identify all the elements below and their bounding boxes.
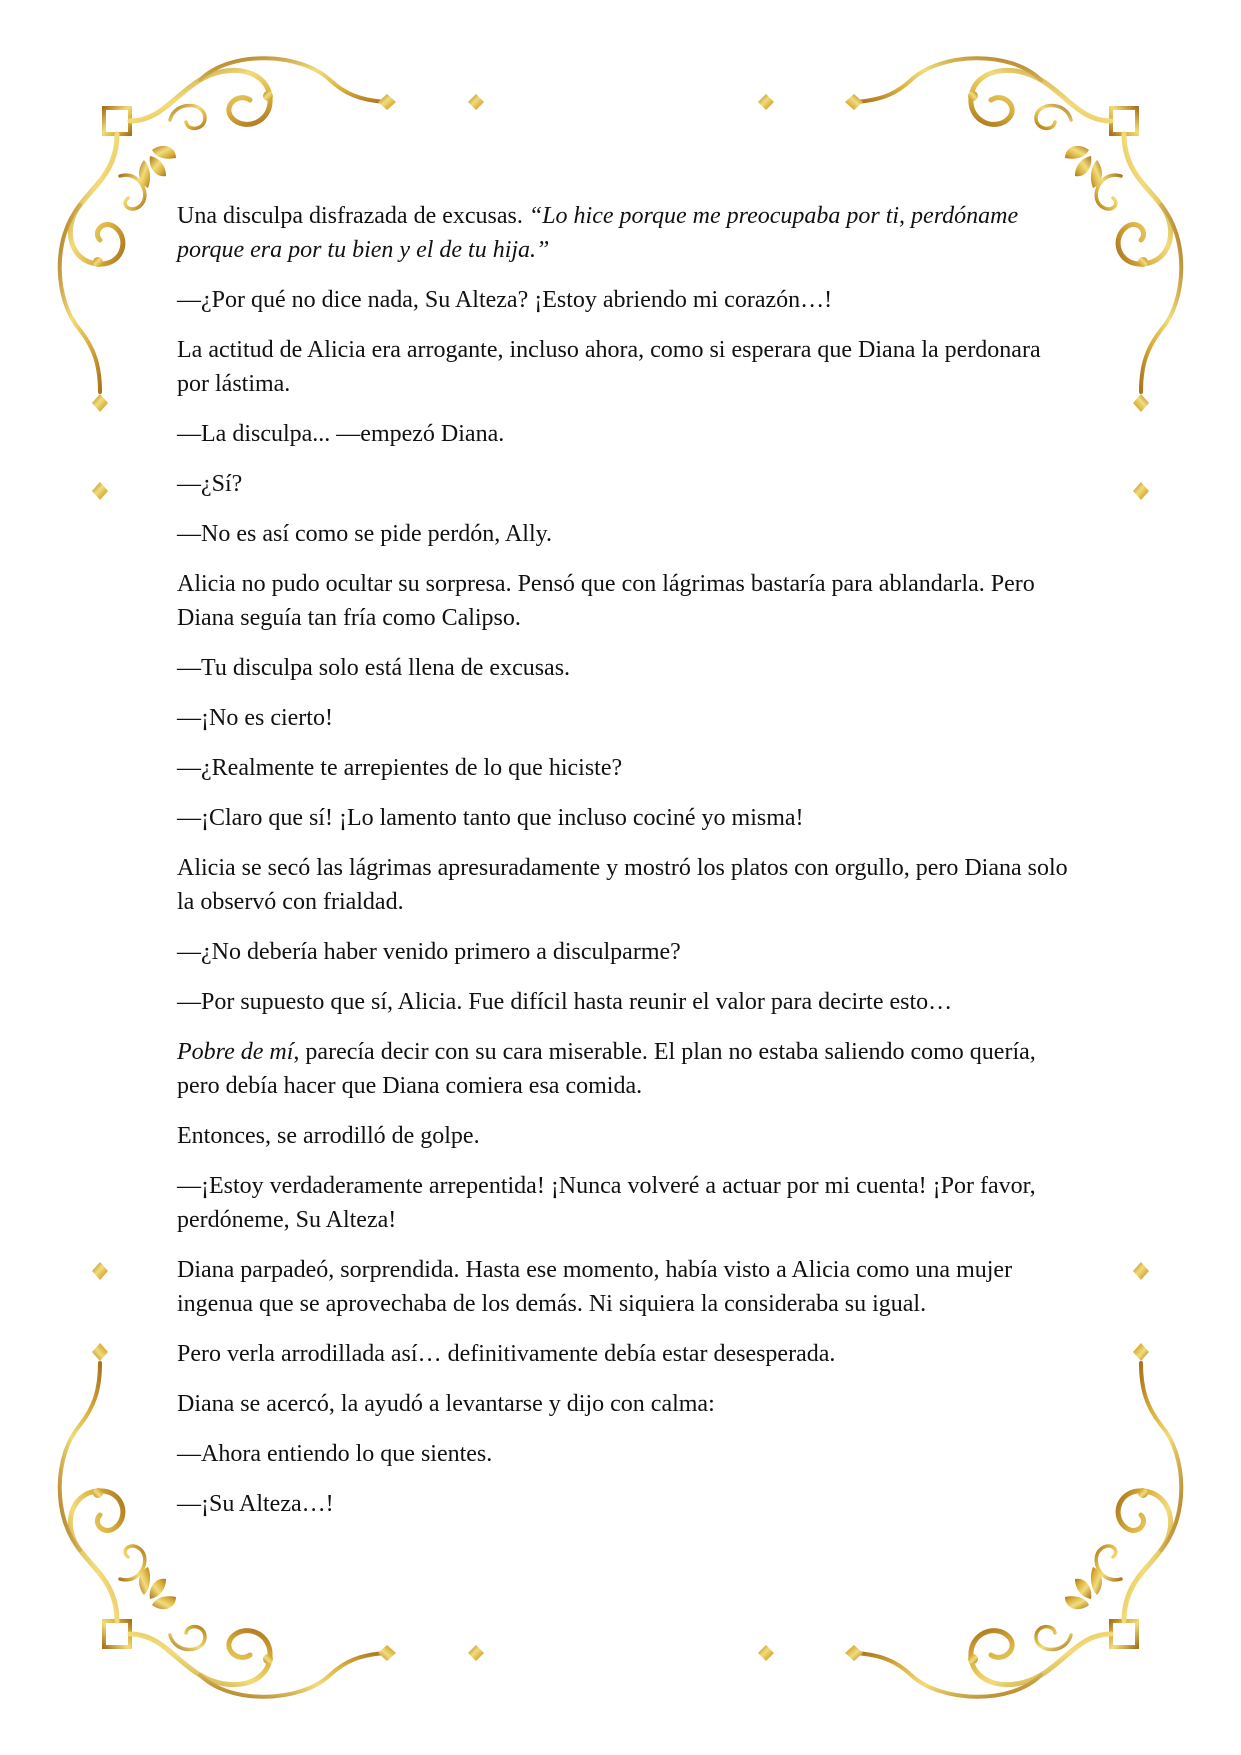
text-run: —Tu disculpa solo está llena de excusas. (177, 655, 571, 681)
paragraph (177, 851, 1077, 919)
italic-text: “Lo hice porque me preocupaba por ti, perdóname porque era por tu bien y el de tu hija.” (177, 203, 1019, 263)
text-run: , parecía decir con su cara miserable. El plan no estaba saliendo como quería, pero debía hacer que Diana comiera esa comida. (177, 1039, 1036, 1099)
text-run: —La disculpa... —empezó Diana. (177, 421, 505, 447)
paragraph (177, 1035, 1077, 1103)
text-run: —¿Por qué no dice nada, Su Alteza? ¡Estoy abriendo mi corazón…! (177, 287, 833, 313)
paragraph (177, 1169, 1077, 1237)
paragraph (177, 1387, 1077, 1421)
paragraph (177, 333, 1077, 401)
text-run: Diana se acercó, la ayudó a levantarse y dijo con calma: (177, 1391, 715, 1417)
paragraph (177, 1253, 1077, 1321)
paragraph (177, 1437, 1077, 1471)
story-text (177, 199, 1077, 1537)
paragraph (177, 701, 1077, 735)
text-run: Diana parpadeó, sorprendida. Hasta ese momento, había visto a Alicia como una mujer ingenua que se aprovechaba de los demás. Ni siquiera la consideraba su igual. (177, 1257, 1013, 1317)
text-run: Entonces, se arrodilló de golpe. (177, 1123, 480, 1149)
paragraph (177, 467, 1077, 501)
text-run: Alicia se secó las lágrimas apresuradamente y mostró los platos con orgullo, pero Diana solo la observó con frialdad. (177, 855, 1068, 915)
text-run: —¡No es cierto! (177, 705, 333, 731)
paragraph (177, 801, 1077, 835)
text-run: —¿Realmente te arrepientes de lo que hiciste? (177, 755, 623, 781)
text-run: La actitud de Alicia era arrogante, incluso ahora, como si esperara que Diana la perdonara por lástima. (177, 337, 1041, 397)
text-run: —Ahora entiendo lo que sientes. (177, 1441, 493, 1467)
paragraph (177, 935, 1077, 969)
paragraph (177, 283, 1077, 317)
paragraph (177, 985, 1077, 1019)
paragraph (177, 417, 1077, 451)
text-run: Alicia no pudo ocultar su sorpresa. Pensó que con lágrimas bastaría para ablandarla. Pero Diana seguía tan fría como Calipso. (177, 571, 1035, 631)
text-run: Una disculpa disfrazada de excusas. (177, 203, 529, 229)
paragraph (177, 567, 1077, 635)
text-run: Pero verla arrodillada así… definitivamente debía estar desesperada. (177, 1341, 836, 1367)
paragraph (177, 199, 1077, 267)
text-run: —¿Sí? (177, 471, 243, 497)
paragraph (177, 751, 1077, 785)
paragraph (177, 517, 1077, 551)
paragraph (177, 1487, 1077, 1521)
paragraph (177, 1337, 1077, 1371)
text-run: —¡Su Alteza…! (177, 1491, 334, 1517)
text-run: —Por supuesto que sí, Alicia. Fue difícil hasta reunir el valor para decirte esto… (177, 989, 953, 1015)
paragraph (177, 1119, 1077, 1153)
text-run: —¡Estoy verdaderamente arrepentida! ¡Nunca volveré a actuar por mi cuenta! ¡Por favor, perdóneme, Su Alteza! (177, 1173, 1036, 1233)
text-run: —¿No debería haber venido primero a disculparme? (177, 939, 681, 965)
paragraph (177, 651, 1077, 685)
text-run: —¡Claro que sí! ¡Lo lamento tanto que incluso cociné yo misma! (177, 805, 804, 831)
text-run: —No es así como se pide perdón, Ally. (177, 521, 553, 547)
italic-text: Pobre de mí (177, 1039, 294, 1065)
